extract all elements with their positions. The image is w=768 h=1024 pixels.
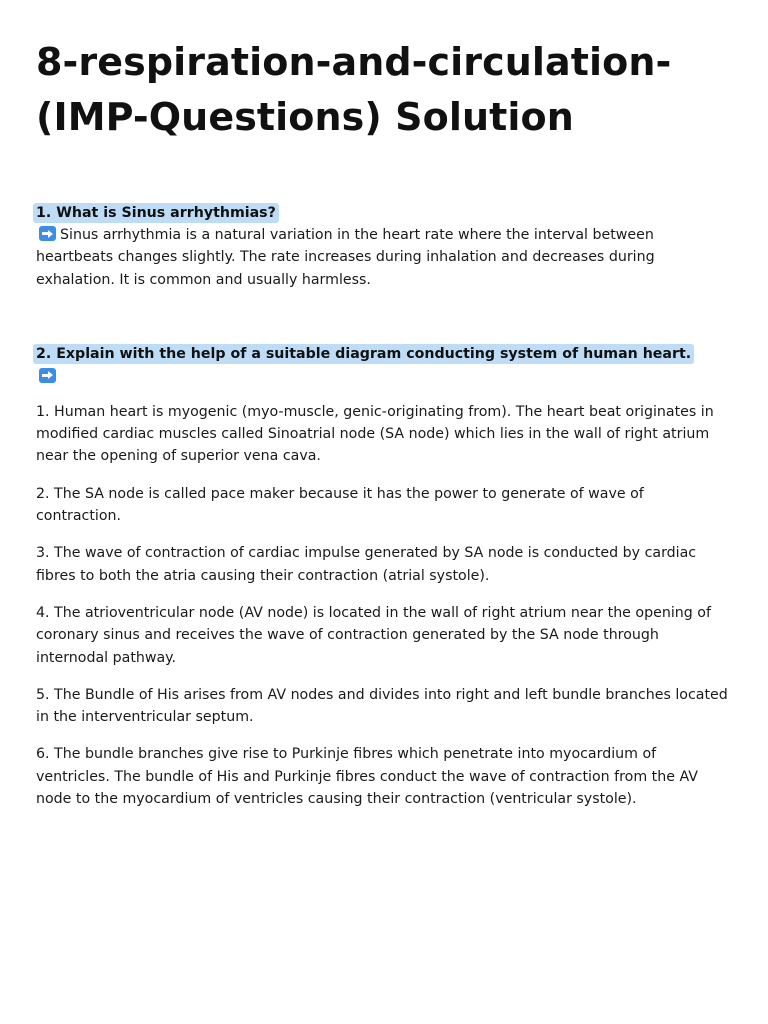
question-heading: 1. What is Sinus arrhythmias? <box>33 203 279 223</box>
answer-point: 5. The Bundle of His arises from AV nodes and divides into right and left bundle branches located in the interventricular septum. <box>36 686 728 726</box>
answer-point: 3. The wave of contraction of cardiac impulse generated by SA node is conducted by cardiac fibres to both the atria causing their contraction (atrial systole). <box>36 545 697 584</box>
answer-arrow-line <box>36 365 732 387</box>
question-line <box>36 343 732 365</box>
arrow-right-icon <box>39 368 56 383</box>
answer-point: 2. The SA node is called pace maker because it has the power to generate of wave of contraction. <box>36 485 644 525</box>
question-heading: 2. Explain with the help of a suitable diagram conducting system of human heart. <box>33 344 694 364</box>
arrow-right-icon <box>39 226 56 241</box>
question-block-1 <box>36 202 732 291</box>
question-block-2 <box>36 343 732 810</box>
question-line <box>36 202 732 224</box>
answer-text <box>36 224 732 291</box>
answer-body: Sinus arrhythmia is a natural variation in the heart rate where the interval between heartbeats changes slightly. The rate increases during inhalation and decreases during exhalation. It is common and usually harmless. <box>36 227 655 288</box>
answer-point: 6. The bundle branches give rise to Purkinje fibres which penetrate into myocardium of ventricles. The bundle of His and Purkinje fibres conduct the wave of contraction from the AV node to the myocardium of ventricles causing their contraction (ventricular systole). <box>36 746 698 808</box>
page-title: 8-respiration-and-circulation-(IMP-Questions) Solution <box>36 40 672 139</box>
answer-point: 4. The atrioventricular node (AV node) is located in the wall of right atrium near the opening of coronary sinus and receives the wave of contraction generated by the SA node through internodal pathway. <box>36 604 711 666</box>
answer-point: 1. Human heart is myogenic (myo-muscle, genic-originating from). The heart beat originates in modified cardiac muscles called Sinoatrial node (SA node) which lies in the wall of right atrium near the opening of superior vena cava. <box>36 403 714 465</box>
answer-points-list <box>36 401 732 810</box>
